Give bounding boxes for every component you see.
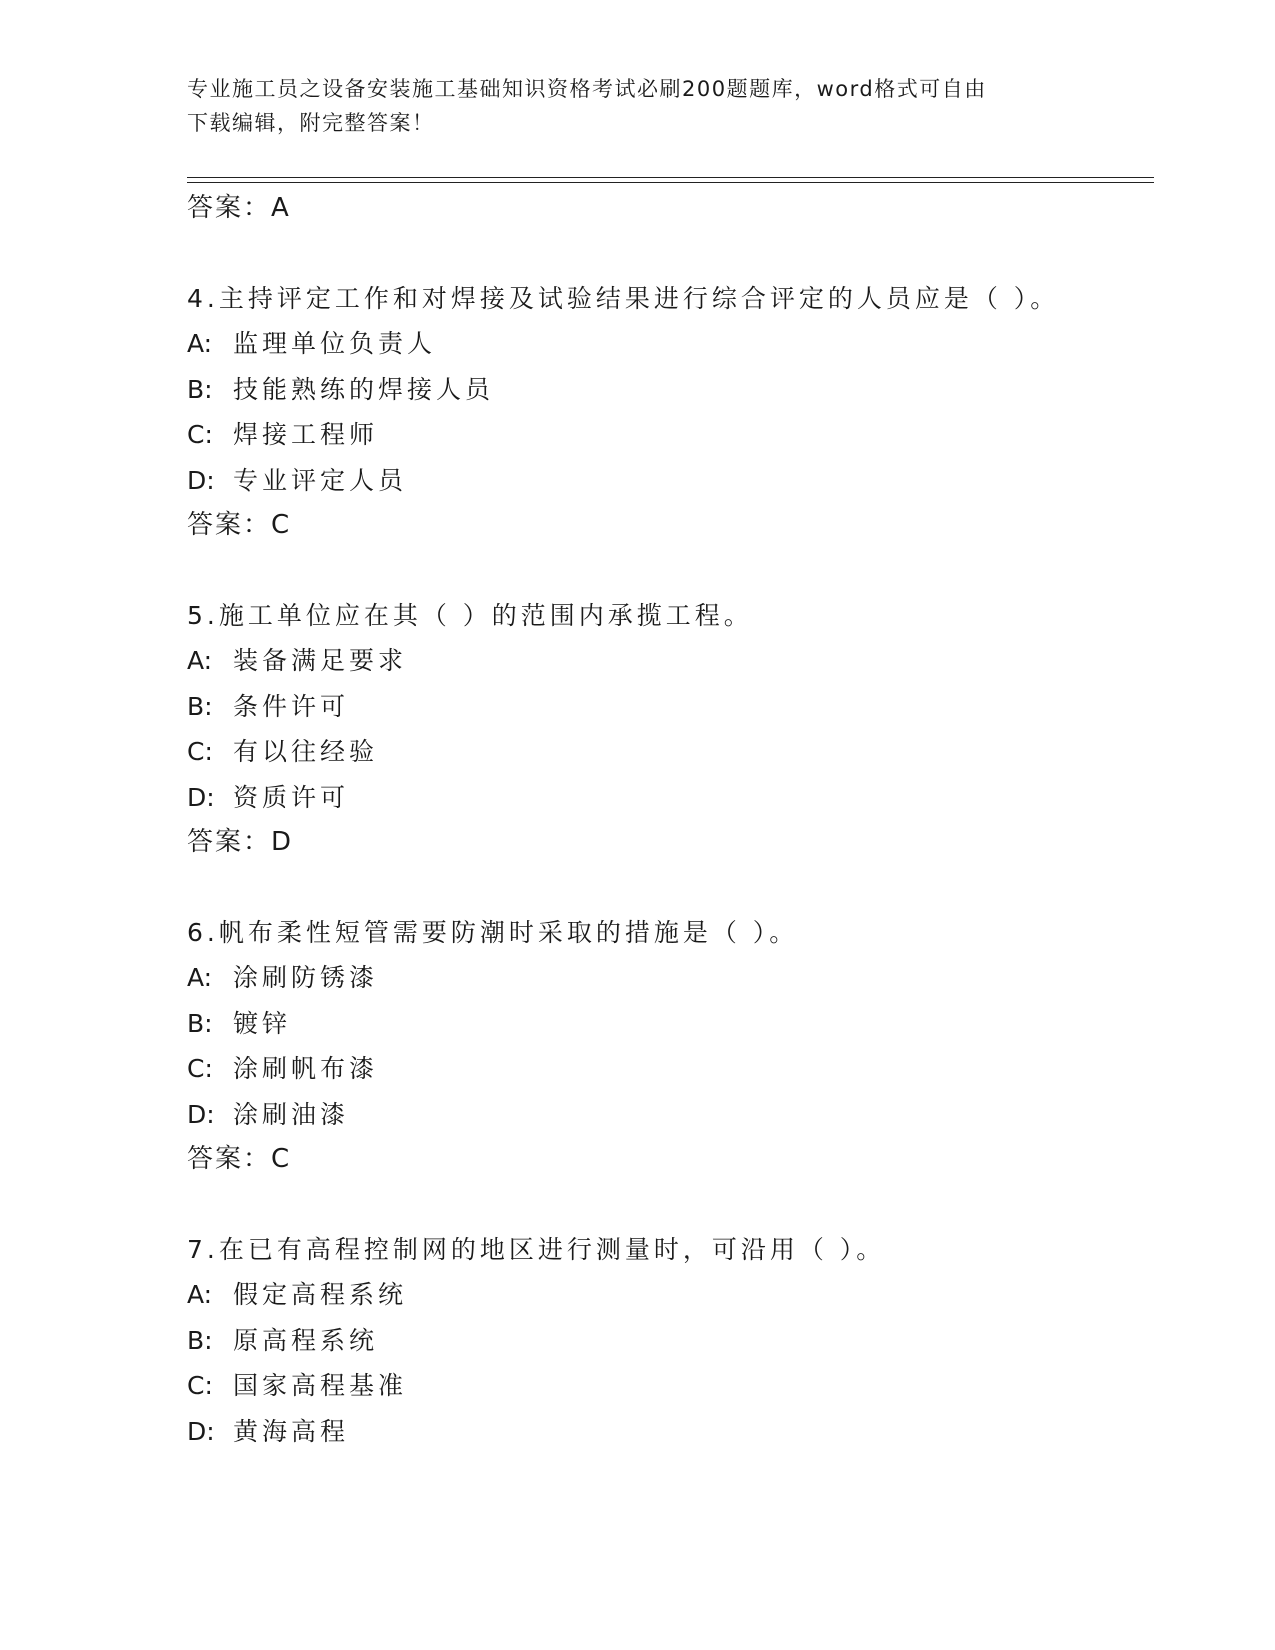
option-text: 技能熟练的焊接人员 [233, 374, 495, 404]
option-c [187, 1046, 1147, 1092]
option-text: 资质许可 [233, 782, 350, 812]
option-label: B: [187, 1008, 213, 1038]
option-label: D: [187, 465, 215, 495]
option-label: C: [187, 1371, 213, 1400]
option-label: A: [187, 1280, 213, 1309]
option-label: B: [187, 691, 213, 721]
option-label: A: [187, 329, 213, 358]
option-label: D: [187, 1099, 215, 1129]
header-line-1: 专业施工员之设备安装施工基础知识资格考试必刷200题题库，word格式可自由 [187, 77, 987, 101]
header-divider-bottom [187, 182, 1154, 183]
option-text: 监理单位负责人 [233, 329, 437, 358]
option-label: D: [187, 782, 215, 812]
option-text: 条件许可 [233, 691, 350, 721]
option-text: 涂刷防锈漆 [233, 963, 379, 992]
question-block [187, 1227, 1147, 1455]
option-text: 国家高程基准 [233, 1371, 408, 1400]
answer-line: 答案：C [187, 1144, 292, 1174]
option-a [187, 638, 1147, 684]
question-stem: 7.在已有高程控制网的地区进行测量时，可沿用（ ）。 [187, 1234, 886, 1264]
option-c [187, 412, 1147, 458]
option-text: 假定高程系统 [233, 1280, 408, 1309]
option-b [187, 1318, 1147, 1364]
answer-line: 答案：D [187, 827, 294, 857]
option-c [187, 729, 1147, 775]
option-a [187, 1272, 1147, 1318]
option-text: 焊接工程师 [233, 420, 379, 449]
option-text: 专业评定人员 [233, 465, 408, 495]
option-b [187, 684, 1147, 730]
question-stem: 5.施工单位应在其（ ）的范围内承揽工程。 [187, 600, 753, 630]
option-text: 装备满足要求 [233, 646, 408, 675]
option-d [187, 775, 1147, 821]
option-text: 涂刷油漆 [233, 1099, 350, 1129]
option-text: 原高程系统 [233, 1325, 379, 1355]
document-header [187, 72, 1067, 140]
header-line-2: 下载编辑，附完整答案！ [187, 111, 435, 135]
option-c [187, 1363, 1147, 1409]
option-label: D: [187, 1416, 215, 1446]
question-stem: 6.帆布柔性短管需要防潮时采取的措施是（ ）。 [187, 917, 799, 947]
question-block [187, 593, 1147, 866]
option-label: B: [187, 1325, 213, 1355]
question-stem: 4.主持评定工作和对焊接及试验结果进行综合评定的人员应是（ ）。 [187, 283, 1060, 313]
option-text: 黄海高程 [233, 1416, 350, 1446]
answer-line: 答案：A [187, 193, 291, 223]
option-label: C: [187, 1054, 213, 1083]
option-label: A: [187, 963, 213, 992]
answer-line: 答案：C [187, 510, 292, 540]
header-divider-top [187, 177, 1154, 178]
option-a [187, 321, 1147, 367]
option-label: B: [187, 374, 213, 404]
option-text: 镀锌 [233, 1008, 292, 1038]
question-block [187, 276, 1147, 549]
option-text: 涂刷帆布漆 [233, 1054, 379, 1083]
option-text: 有以往经验 [233, 737, 379, 766]
option-label: C: [187, 420, 213, 449]
option-label: C: [187, 737, 213, 766]
question-list [187, 186, 1147, 1454]
option-b [187, 367, 1147, 413]
option-label: A: [187, 646, 213, 675]
option-b [187, 1001, 1147, 1047]
question-block [187, 910, 1147, 1183]
option-d [187, 1092, 1147, 1138]
option-d [187, 1409, 1147, 1455]
option-a [187, 955, 1147, 1001]
option-d [187, 458, 1147, 504]
